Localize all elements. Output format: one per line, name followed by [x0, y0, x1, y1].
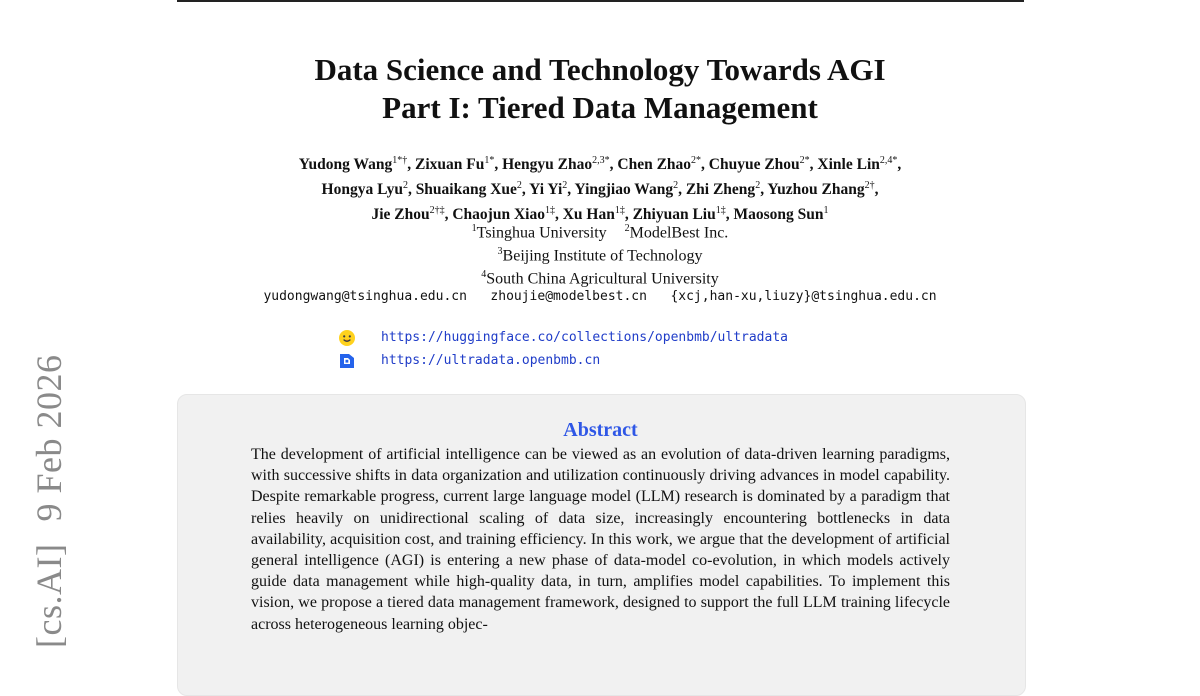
author-separator: ,	[701, 156, 709, 174]
author-name: Yuzhou Zhang	[767, 181, 865, 199]
author-separator: ,	[725, 206, 734, 224]
author-separator: ,	[494, 156, 503, 174]
author-affiliation-marker: 1‡	[614, 205, 625, 217]
author-affiliation-marker: 2,3*	[592, 155, 610, 166]
author-affiliation-marker: 1	[823, 205, 829, 217]
author-line-1	[150, 150, 1050, 175]
link-row-ultradata	[337, 349, 788, 372]
author-separator: ,	[809, 156, 818, 174]
author-affiliation-marker: 2†	[864, 180, 875, 192]
top-rule	[177, 0, 1024, 2]
author-affiliation-marker: 1‡	[544, 205, 555, 217]
author-separator: ,	[874, 181, 879, 199]
affiliation-modelbest: ModelBest Inc.	[629, 224, 729, 242]
author-name: Shuaikang Xue	[415, 181, 517, 199]
author-name: Maosong Sun	[733, 206, 824, 224]
author-separator: ,	[567, 181, 575, 199]
arxiv-category: [cs.AI]	[29, 543, 69, 648]
author-affiliation-marker: 2,4*	[879, 155, 898, 166]
author-affiliation-marker: 2*	[691, 155, 702, 166]
huggingface-icon	[337, 328, 357, 348]
author-separator: ,	[624, 206, 633, 224]
author-name: Xinle Lin	[817, 156, 880, 174]
author-affiliation-marker: 2	[402, 180, 408, 192]
author-affiliation-marker: 2	[516, 180, 522, 192]
ultradata-link[interactable]: https://ultradata.openbmb.cn	[381, 353, 601, 368]
huggingface-link[interactable]: https://huggingface.co/collections/openbmb/ultradata	[381, 330, 788, 345]
author-list	[150, 150, 1050, 225]
email-line	[0, 287, 1200, 307]
author-separator: ,	[407, 181, 416, 199]
author-separator: ,	[897, 156, 902, 174]
email-1[interactable]: yudongwang@tsinghua.edu.cn	[263, 289, 467, 304]
author-separator: ,	[609, 156, 618, 174]
author-affiliation-marker: 2*	[799, 155, 810, 166]
abstract-heading: Abstract	[563, 419, 638, 441]
author-name: Hengyu Zhao	[502, 156, 593, 174]
author-affiliation-marker: 2†‡	[429, 205, 445, 217]
author-separator: ,	[521, 181, 530, 199]
arxiv-sidebar-stamp	[28, 355, 70, 648]
resource-links	[337, 326, 788, 372]
affiliation-marker: 1	[471, 223, 477, 234]
author-affiliation-marker: 2	[673, 180, 679, 192]
affiliation-marker: 3	[497, 246, 503, 257]
author-name: Zixuan Fu	[415, 156, 485, 174]
author-affiliation-marker: 2	[755, 180, 761, 192]
arxiv-date: 9 Feb 2026	[29, 354, 69, 522]
author-name: Jie Zhou	[371, 206, 430, 224]
ultradata-logo-icon	[337, 351, 357, 371]
email-3[interactable]: {xcj,han-xu,liuzy}@tsinghua.edu.cn	[670, 289, 937, 304]
affiliation-tsinghua: Tsinghua University	[476, 224, 607, 242]
author-separator: ,	[554, 206, 563, 224]
link-row-huggingface	[337, 326, 788, 349]
paper-title-line-1: Data Science and Technology Towards AGI	[314, 52, 886, 87]
author-name: Chen Zhao	[617, 156, 692, 174]
author-separator: ,	[760, 181, 768, 199]
author-separator: ,	[444, 206, 453, 224]
author-line-2	[150, 175, 1050, 200]
author-name: Yudong Wang	[298, 156, 393, 174]
author-name: Chuyue Zhou	[708, 156, 800, 174]
abstract-body: The development of artificial intelligence can be viewed as an evolution of data-driven learning paradigms, with successive shifts in data organization and utilization continuously driving advances in model capability. Despite remarkable progress, current large language model (LLM) research is dominated by a paradigm that relies heavily on unidirectional scaling of data size, increasingly encountering bottlenecks in data availability, acquisition cost, and training efficiency. In this work, we argue that the development of artificial general intelligence (AGI) is entering a new phase of data-model co-evolution, in which models actively guide data management while high-quality data, in turn, amplifies model capabilities. To implement this vision, we propose a tiered data management framework, designed to support the full LLM training lifecycle across heterogeneous learning objec-	[251, 446, 950, 633]
author-name: Hongya Lyu	[321, 181, 403, 199]
email-2[interactable]: zhoujie@modelbest.cn	[490, 289, 647, 304]
affiliation-bit: Beijing Institute of Technology	[502, 247, 703, 265]
author-name: Yingjiao Wang	[574, 181, 674, 199]
author-affiliation-marker: 1*	[484, 155, 495, 166]
author-name: Yi Yi	[529, 181, 563, 199]
affiliation-marker: 2	[624, 223, 630, 234]
author-separator: ,	[407, 156, 415, 174]
author-name: Zhiyuan Liu	[632, 206, 716, 224]
author-name: Chaojun Xiao	[452, 206, 545, 224]
author-affiliation-marker: 1‡	[715, 205, 726, 217]
affiliation-marker: 4	[481, 269, 487, 280]
paper-title-line-2: Part I: Tiered Data Management	[382, 90, 818, 125]
author-name: Zhi Zheng	[685, 181, 756, 199]
author-separator: ,	[678, 181, 686, 199]
author-affiliation-marker: 2	[562, 180, 568, 192]
affiliation-scau: South China Agricultural University	[486, 270, 719, 288]
author-affiliation-marker: 1*†	[392, 155, 408, 166]
author-name: Xu Han	[562, 206, 615, 224]
